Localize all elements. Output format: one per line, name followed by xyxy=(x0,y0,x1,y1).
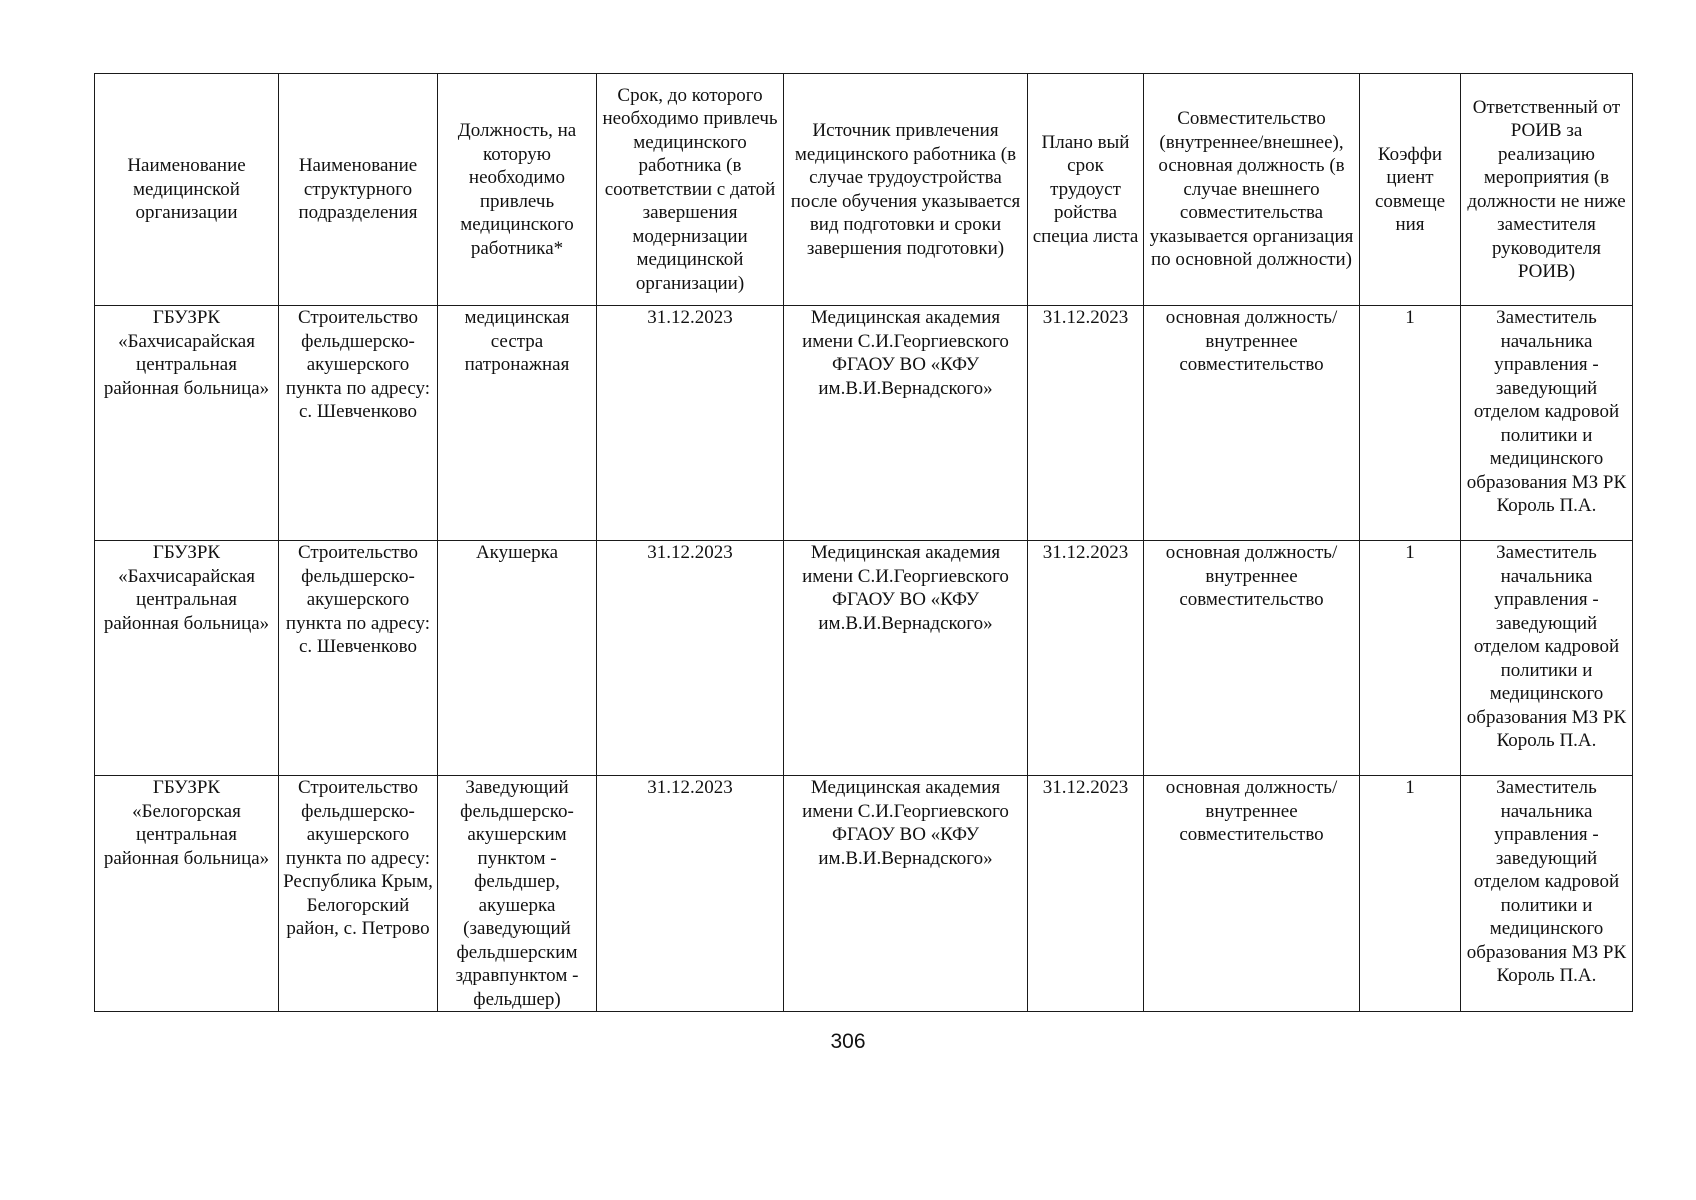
cell-unit: Строительство фельдшерско-акушерского пункта по адресу: с. Шевченково xyxy=(279,306,438,541)
header-deadline: Срок, до которого необходимо привлечь медицинского работника (в соответствии с датой завершения модернизации медицинской организации) xyxy=(597,74,784,306)
header-position: Должность, на которую необходимо привлечь медицинского работника* xyxy=(438,74,597,306)
cell-position: медицинская сестра патронажная xyxy=(438,306,597,541)
cell-responsible: Заместитель начальника управления - заведующий отделом кадровой политики и медицинского образования МЗ РК Король П.А. xyxy=(1461,541,1633,776)
cell-org: ГБУЗРК «Бахчисарайская центральная районная больница» xyxy=(95,541,279,776)
table-header-row xyxy=(95,74,1633,306)
cell-coefficient: 1 xyxy=(1360,306,1461,541)
cell-org: ГБУЗРК «Белогорская центральная районная больница» xyxy=(95,776,279,1012)
header-coefficient: Коэффи циент совмеще ния xyxy=(1360,74,1461,306)
header-planned-date: Плано вый срок трудоуст ройства специа листа xyxy=(1028,74,1144,306)
cell-position: Акушерка xyxy=(438,541,597,776)
header-org: Наименование медицинской организации xyxy=(95,74,279,306)
cell-deadline: 31.12.2023 xyxy=(597,776,784,1012)
cell-responsible: Заместитель начальника управления - заведующий отделом кадровой политики и медицинского образования МЗ РК Король П.А. xyxy=(1461,776,1633,1012)
table-row xyxy=(95,776,1633,1012)
cell-combination: основная должность/ внутреннее совместительство xyxy=(1144,541,1360,776)
table-row xyxy=(95,541,1633,776)
cell-source: Медицинская академия имени С.И.Георгиевского ФГАОУ ВО «КФУ им.В.И.Вернадского» xyxy=(784,306,1028,541)
cell-combination: основная должность/ внутреннее совместительство xyxy=(1144,306,1360,541)
cell-planned-date: 31.12.2023 xyxy=(1028,541,1144,776)
cell-source: Медицинская академия имени С.И.Георгиевского ФГАОУ ВО «КФУ им.В.И.Вернадского» xyxy=(784,541,1028,776)
page-number: 306 xyxy=(830,1030,866,1053)
cell-org: ГБУЗРК «Бахчисарайская центральная районная больница» xyxy=(95,306,279,541)
cell-planned-date: 31.12.2023 xyxy=(1028,306,1144,541)
cell-deadline: 31.12.2023 xyxy=(597,306,784,541)
table-row xyxy=(95,306,1633,541)
cell-combination: основная должность/ внутреннее совместительство xyxy=(1144,776,1360,1012)
header-combination: Совместительство (внутреннее/внешнее), основная должность (в случае внешнего совместительства указывается организация по основной должности) xyxy=(1144,74,1360,306)
cell-coefficient: 1 xyxy=(1360,776,1461,1012)
cell-unit: Строительство фельдшерско-акушерского пункта по адресу: с. Шевченково xyxy=(279,541,438,776)
cell-unit: Строительство фельдшерско-акушерского пункта по адресу: Республика Крым, Белогорский район, с. Петрово xyxy=(279,776,438,1012)
cell-position: Заведующий фельдшерско-акушерским пунктом - фельдшер, акушерка (заведующий фельдшерским здравпунктом - фельдшер) xyxy=(438,776,597,1012)
cell-coefficient: 1 xyxy=(1360,541,1461,776)
staffing-table xyxy=(94,73,1633,1012)
cell-responsible: Заместитель начальника управления - заведующий отделом кадровой политики и медицинского образования МЗ РК Король П.А. xyxy=(1461,306,1633,541)
cell-planned-date: 31.12.2023 xyxy=(1028,776,1144,1012)
cell-source: Медицинская академия имени С.И.Георгиевского ФГАОУ ВО «КФУ им.В.И.Вернадского» xyxy=(784,776,1028,1012)
header-unit: Наименование структурного подразделения xyxy=(279,74,438,306)
header-responsible: Ответственный от РОИВ за реализацию мероприятия (в должности не ниже заместителя руководителя РОИВ) xyxy=(1461,74,1633,306)
cell-deadline: 31.12.2023 xyxy=(597,541,784,776)
header-source: Источник привлечения медицинского работника (в случае трудоустройства после обучения указывается вид подготовки и сроки завершения подготовки) xyxy=(784,74,1028,306)
